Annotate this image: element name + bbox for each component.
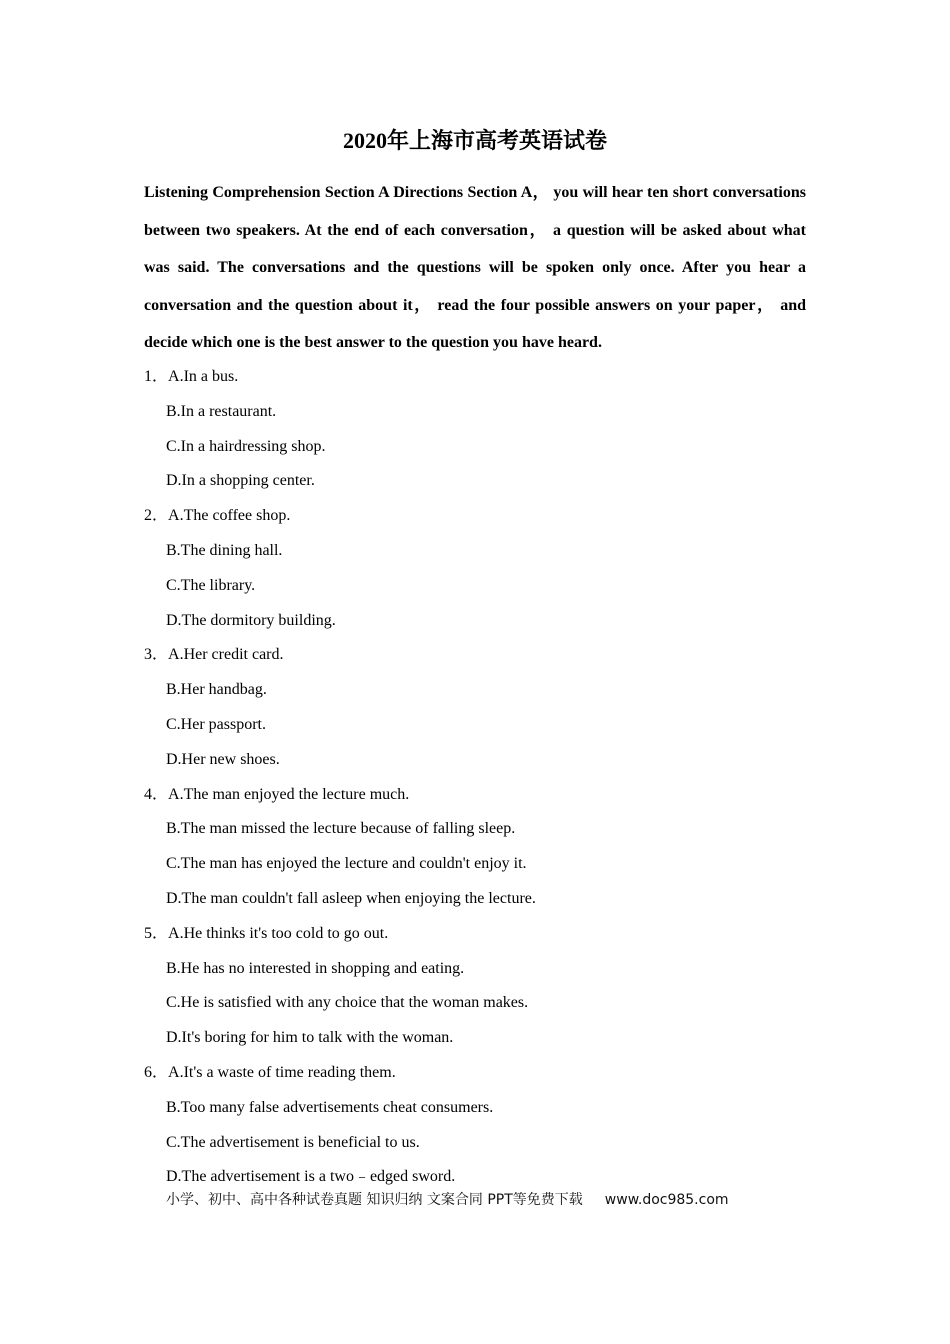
question-first-line (144, 778, 806, 813)
option-d: D.The dormitory building. (166, 611, 336, 629)
option-d: D.The advertisement is a two﹣edged sword. (166, 1168, 456, 1186)
listening-directions: Listening Comprehension Section A Directions Section A， you will hear ten short conversations between two speakers. At the end of each conversation， a question will be asked about what was said. The conversations and the questions will be spoken only once. After you hear a conversation and the question about it， read the four possible answers on your paper， and decide which one is the best answer to the question you have heard. (144, 184, 806, 351)
option-d: D.The man couldn't fall asleep when enjoying the lecture. (166, 889, 536, 907)
question-first-line (144, 499, 806, 534)
option-b: B.The dining hall. (166, 541, 283, 559)
question-5 (144, 917, 806, 1056)
question-first-line (144, 638, 806, 673)
option-b: B.Her handbag. (166, 681, 267, 699)
option-a: A.In a bus. (168, 368, 239, 385)
question-number: 5． (144, 924, 169, 942)
option-d: D.In a shopping center. (166, 472, 315, 490)
question-number: 2． (144, 507, 169, 525)
option-c: C.The library. (166, 576, 256, 594)
option-a: A.Her credit card. (168, 646, 284, 664)
question-list (144, 360, 806, 1195)
question-number: 4． (144, 785, 169, 803)
option-a: A.The man enjoyed the lecture much. (168, 785, 410, 803)
question-number: 1． (144, 368, 169, 385)
question-1 (144, 360, 806, 499)
option-a: A.The coffee shop. (168, 507, 291, 525)
option-b: B.In a restaurant. (166, 402, 277, 420)
question-6 (144, 1056, 806, 1195)
question-first-line (144, 917, 806, 952)
option-d: D.Her new shoes. (166, 750, 280, 768)
page-title: 2020年上海市高考英语试卷 (342, 128, 607, 153)
footer-url[interactable]: www.doc985.com (604, 1192, 729, 1208)
question-3 (144, 638, 806, 777)
option-d: D.It's boring for him to talk with the woman. (166, 1029, 454, 1047)
question-number: 6． (144, 1063, 169, 1081)
question-first-line (144, 360, 806, 395)
option-c: C.In a hairdressing shop. (166, 437, 326, 455)
option-b: B.The man missed the lecture because of falling sleep. (166, 820, 516, 838)
option-b: B.He has no interested in shopping and eating. (166, 959, 465, 977)
option-c: C.Her passport. (166, 715, 266, 733)
option-c: C.The man has enjoyed the lecture and couldn't enjoy it. (166, 855, 527, 873)
question-4 (144, 778, 806, 917)
option-a: A.It's a waste of time reading them. (168, 1063, 396, 1081)
footer (166, 1188, 806, 1212)
question-number: 3． (144, 646, 169, 664)
question-2 (144, 499, 806, 638)
footer-text: 小学、初中、高中各种试卷真题 知识归纳 文案合同 PPT等免费下载 (166, 1192, 583, 1208)
option-c: C.The advertisement is beneficial to us. (166, 1133, 420, 1151)
question-first-line (144, 1056, 806, 1091)
option-a: A.He thinks it's too cold to go out. (168, 924, 389, 942)
option-b: B.Too many false advertisements cheat consumers. (166, 1098, 494, 1116)
option-c: C.He is satisfied with any choice that the woman makes. (166, 994, 529, 1012)
